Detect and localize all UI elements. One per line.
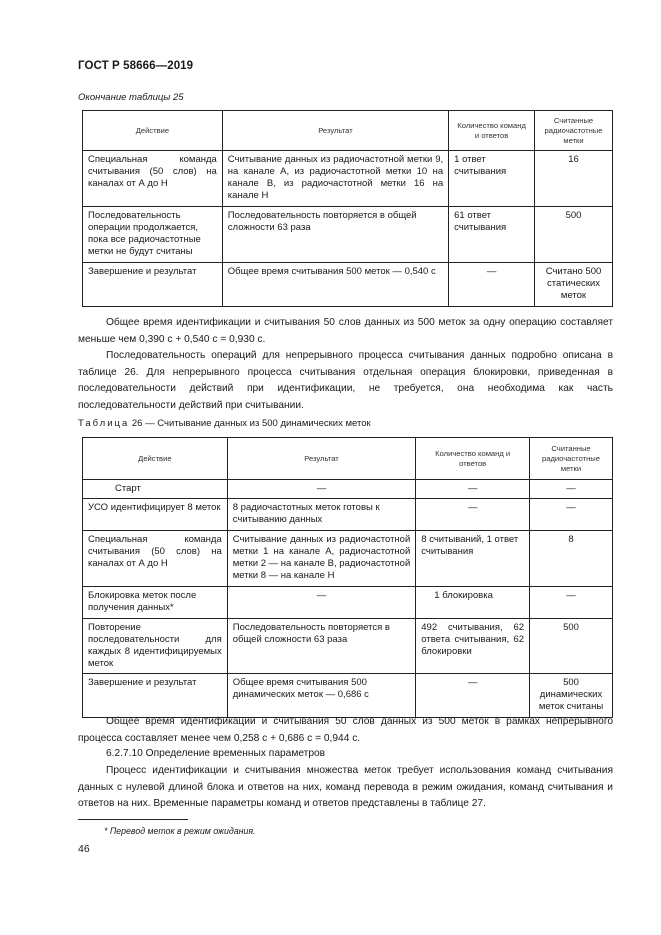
footnote: * Перевод меток в режим ожидания. [104, 826, 256, 836]
column-header: Результат [222, 111, 448, 151]
column-header: Действие [83, 111, 223, 151]
table-cell: Старт [83, 480, 228, 499]
table-cell: 16 [535, 151, 613, 207]
table-cell: 8 радиочастотных меток готовы к считыванию данных [227, 499, 416, 531]
table-cell: 1 ответ считывания [449, 151, 535, 207]
column-header: Действие [83, 438, 228, 480]
table-25 [82, 110, 613, 307]
paragraph-continuous-total: Общее время идентификации и считывания 50 слов данных из 500 меток в рамках непрерывного процесса составляет менее чем 0,258 с + 0,686 с = 0,944 с. [78, 716, 613, 744]
table-cell: Общее время считывания 500 меток — 0,540 с [222, 263, 448, 307]
footnote-divider [78, 819, 188, 820]
table-row [83, 207, 613, 263]
table-cell: УСО идентифицирует 8 меток [83, 499, 228, 531]
table-cell: Специальная команда считывания (50 слов) на каналах от А до Н [83, 531, 228, 587]
table-row [83, 587, 613, 619]
table-cell: — [227, 587, 416, 619]
table-cell: 8 [530, 531, 613, 587]
column-header: Результат [227, 438, 416, 480]
table-cell: — [530, 480, 613, 499]
paragraph-total-time: Общее время идентификации и считывания 50 слов данных из 500 меток за одну операцию составляет меньше чем 0,390 с + 0,540 с = 0,930 с. [78, 317, 613, 345]
paragraph-timing-parameters: Процесс идентификации и считывания множества меток требует использования команд считывания данных с нулевой длиной блока и ответов на них, команд перевода в режим ожидания, команд считывания и ответов на них. Временные параметры команд и ответов представлены в таблице 27. [78, 765, 613, 809]
table-cell: — [530, 499, 613, 531]
table-cell: Считано 500 статических меток [535, 263, 613, 307]
table-cell: Специальная команда считывания (50 слов) на каналах от А до Н [83, 151, 223, 207]
table-cell: — [530, 587, 613, 619]
table-cell: 61 ответ считывания [449, 207, 535, 263]
table25-caption: Окончание таблицы 25 [78, 92, 184, 103]
table-cell: — [227, 480, 416, 499]
table-cell: 500 [535, 207, 613, 263]
table-cell: 492 считывания, 62 ответа считывания, 62 блокировки [416, 619, 530, 674]
table26-caption-label: Таблица [78, 418, 130, 429]
table-row [83, 480, 613, 499]
document-header: ГОСТ Р 58666—2019 [78, 60, 194, 72]
table-cell: — [449, 263, 535, 307]
table-cell: Повторение последовательности для каждых 8 идентифицируемых меток [83, 619, 228, 674]
table-cell: — [416, 674, 530, 718]
table-row [83, 499, 613, 531]
column-header: Количество команд и ответов [416, 438, 530, 480]
table-row [83, 263, 613, 307]
table-cell: Считывание данных из радиочастотной метки 9, на канале А, из радиочастотной метки 10 на канале В, из радиочастотной метки 16 на канале Н [222, 151, 448, 207]
table-cell: Общее время считывания 500 динамических меток — 0,686 с [227, 674, 416, 718]
table-cell: Завершение и результат [83, 674, 228, 718]
table-row [83, 674, 613, 718]
table26-caption-text: 26 — Считывание данных из 500 динамических меток [129, 418, 371, 429]
table-cell: — [416, 480, 530, 499]
column-header: Количество команд и ответов [449, 111, 535, 151]
table-cell: Считывание данных из радиочастотной метки 1 на канале А, радиочастотной метки 2 — на канале В, радиочастотной метки 8 — на канале Н [227, 531, 416, 587]
table-cell: Блокировка меток после получения данных* [83, 587, 228, 619]
table-row [83, 531, 613, 587]
column-header: Считанные радиочастотные метки [535, 111, 613, 151]
table-cell: Последовательность операции продолжается, пока все радиочастотные метки не будут считаны [83, 207, 223, 263]
section-heading: 6.2.7.10 Определение временных параметров [106, 748, 326, 759]
table-row [83, 151, 613, 207]
table-header-row [83, 111, 613, 151]
table-cell: — [416, 499, 530, 531]
table-cell: 500 динамических меток считаны [530, 674, 613, 718]
table-cell: Последовательность повторяется в общей сложности 63 раза [227, 619, 416, 674]
table-26 [82, 437, 613, 718]
table26-caption [78, 418, 371, 429]
table-header-row [83, 438, 613, 480]
table-cell: 500 [530, 619, 613, 674]
table-row [83, 619, 613, 674]
table-cell: Завершение и результат [83, 263, 223, 307]
table-cell: 1 блокировка [416, 587, 530, 619]
column-header: Считанные радиочастотные метки [530, 438, 613, 480]
paragraph-sequence-description: Последовательность операций для непрерывного процесса считывания данных подробно описана в таблице 26. Для непрерывного процесса считывания отдельная операция блокировки, приведенная в последовательности действий при идентификации, не требуется, она необходима как часть последовательности действий при считывании. [78, 350, 613, 411]
table-cell: Последовательность повторяется в общей сложности 63 раза [222, 207, 448, 263]
page-number: 46 [78, 843, 90, 855]
table-cell: 8 считываний, 1 ответ считывания [416, 531, 530, 587]
